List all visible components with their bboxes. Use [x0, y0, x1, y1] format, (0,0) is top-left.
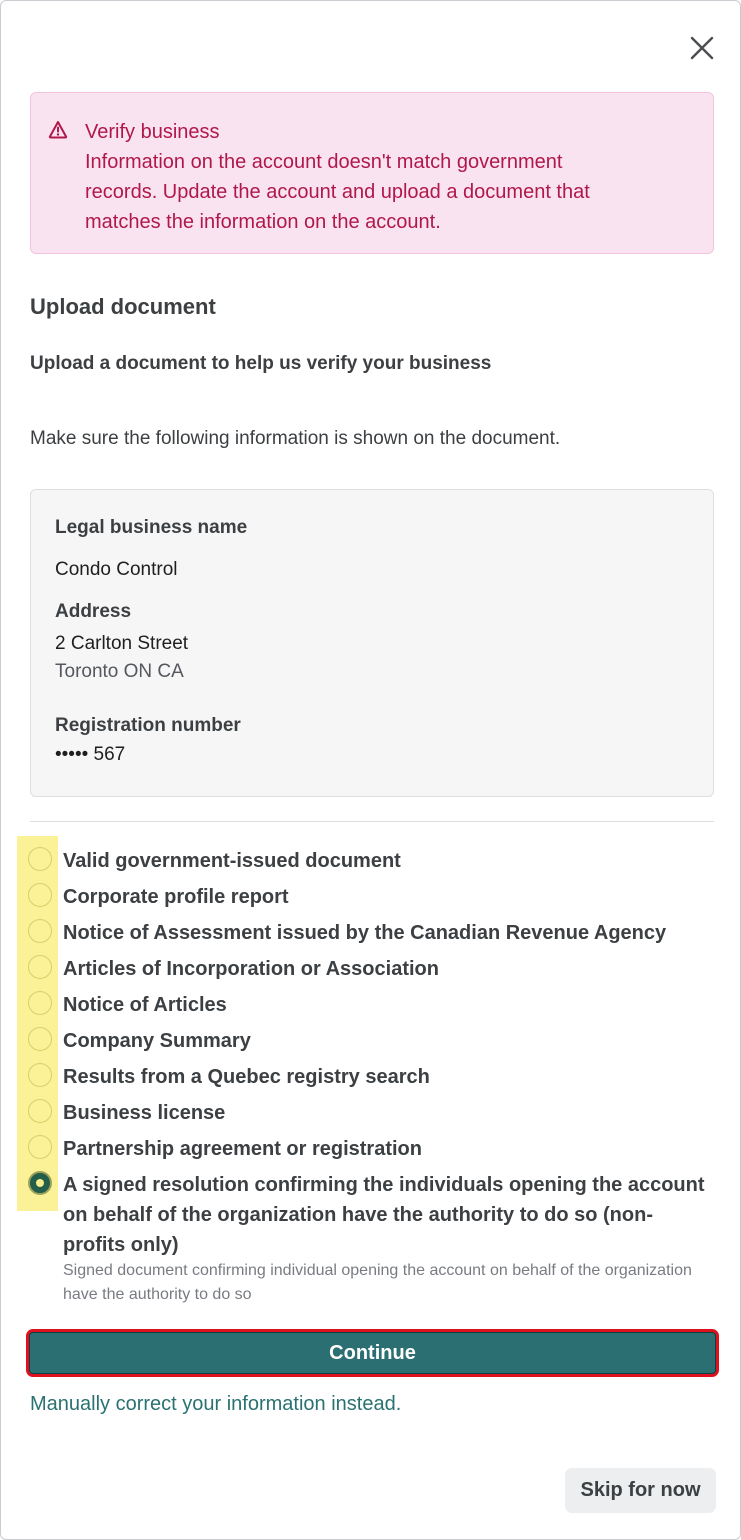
- document-option-label: A signed resolution confirming the individuals opening the account on behalf of the organization have the authority to do so (non-profits only): [63, 1174, 705, 1256]
- divider: [30, 821, 714, 822]
- address-line1: 2 Carlton Street: [55, 633, 189, 654]
- skip-button[interactable]: Skip for now: [565, 1468, 716, 1513]
- document-option-label: Company Summary: [63, 1030, 251, 1052]
- radio-button[interactable]: [28, 1135, 52, 1159]
- page-subtitle: Upload a document to help us verify your business: [30, 353, 492, 374]
- alert-message-line: matches the information on the account.: [85, 211, 441, 233]
- page-title: Upload document: [30, 294, 216, 319]
- alert-message-line: records. Update the account and upload a document that: [85, 181, 590, 203]
- radio-button[interactable]: [28, 955, 52, 979]
- address-label: Address: [55, 601, 132, 622]
- alert-title: Verify business: [85, 121, 220, 143]
- radio-button[interactable]: [28, 883, 52, 907]
- document-option-label: Results from a Quebec registry search: [63, 1066, 430, 1088]
- registration-label: Registration number: [55, 715, 241, 736]
- manual-correct-link[interactable]: Manually correct your information instead.: [30, 1393, 402, 1415]
- legal-name-label: Legal business name: [55, 517, 248, 538]
- document-option-label: Notice of Assessment issued by the Canadian Revenue Agency: [63, 922, 667, 944]
- document-option-label: Partnership agreement or registration: [63, 1138, 422, 1160]
- address-line2: Toronto ON CA: [55, 661, 184, 682]
- registration-value: ••••• 567: [55, 744, 126, 765]
- verify-business-alert: [30, 92, 714, 254]
- document-option-label: Business license: [63, 1102, 226, 1124]
- radio-button[interactable]: [28, 1027, 52, 1051]
- business-info-card: [30, 489, 714, 797]
- continue-button[interactable]: [26, 1329, 719, 1377]
- radio-button[interactable]: [28, 847, 52, 871]
- document-option-label: Valid government-issued document: [63, 850, 401, 872]
- radio-button[interactable]: [28, 1099, 52, 1123]
- radio-button[interactable]: [28, 919, 52, 943]
- radio-button-checked[interactable]: [28, 1171, 52, 1195]
- document-option-label: Notice of Articles: [63, 994, 227, 1016]
- document-option-label: Corporate profile report: [63, 886, 289, 908]
- warning-icon: [48, 120, 68, 140]
- legal-name-value: Condo Control: [55, 559, 178, 580]
- alert-message-line: Information on the account doesn't match government: [85, 151, 563, 173]
- continue-button-label: Continue: [329, 1342, 416, 1364]
- radio-button[interactable]: [28, 991, 52, 1015]
- document-option-description: Signed document confirming individual opening the account on behalf of the organization have the authority to do so: [63, 1262, 692, 1303]
- close-icon[interactable]: [687, 33, 717, 63]
- radio-button[interactable]: [28, 1063, 52, 1087]
- instruction-text: Make sure the following information is shown on the document.: [30, 428, 561, 449]
- document-option-label: Articles of Incorporation or Association: [63, 958, 439, 980]
